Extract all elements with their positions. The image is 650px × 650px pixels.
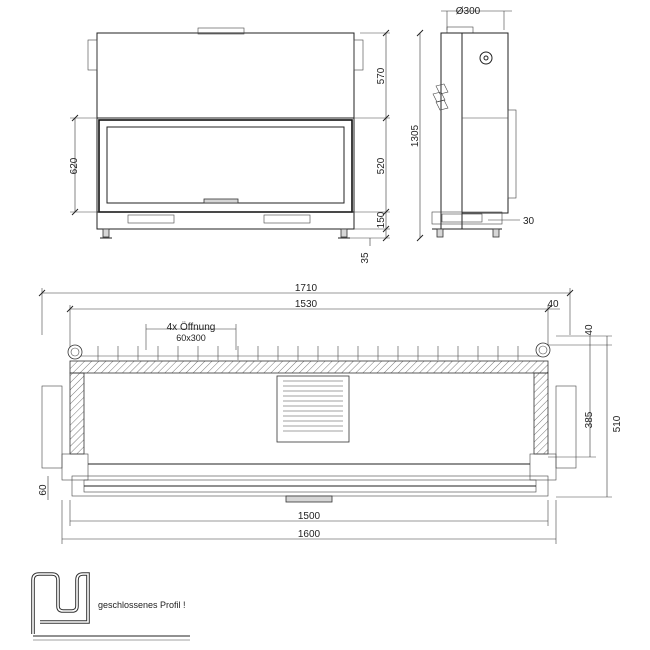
- side-view: [432, 6, 535, 237]
- rear-wall-hatch: [70, 361, 548, 373]
- corner-pipe-left: [68, 345, 82, 359]
- dim-diameter-label: Ø300: [455, 6, 481, 17]
- profile-label: geschlossenes Profil !: [98, 600, 186, 610]
- dim-1600-label: 1600: [297, 529, 321, 540]
- profile-shape: [33, 574, 88, 634]
- dim-1710-label: 1710: [294, 283, 318, 294]
- front-door-handle: [204, 199, 238, 203]
- side-flue-circle: [480, 52, 492, 64]
- right-side-box: [556, 386, 576, 468]
- opening-size-label: 60x300: [176, 333, 206, 343]
- front-foot-left: [103, 229, 109, 237]
- front-glass: [107, 127, 344, 203]
- dim-1530-label: 1530: [294, 299, 318, 310]
- dim-35-label: 35: [360, 252, 371, 264]
- dim-1500-label: 1500: [297, 511, 321, 522]
- dim-1305-label: 1305: [410, 124, 421, 148]
- dim-40-top-label: 40: [547, 299, 559, 310]
- corner-pipe-right: [536, 343, 550, 357]
- profile-detail: [33, 574, 190, 640]
- front-view: [69, 28, 423, 264]
- dim-385-label: 385: [584, 411, 595, 429]
- dim-40-right-label: 40: [584, 324, 595, 336]
- dim-60-label: 60: [38, 484, 49, 496]
- left-side-box: [42, 386, 62, 468]
- plan-handle: [286, 496, 332, 502]
- front-right-panel: [354, 40, 363, 70]
- dim-520-label: 520: [376, 157, 387, 175]
- front-vent-right: [264, 215, 310, 223]
- dim-150-label: 150: [376, 211, 387, 229]
- plan-view: [38, 283, 623, 544]
- dim-510-label: 510: [612, 415, 623, 433]
- dim-30-label: 30: [523, 216, 535, 227]
- dim-570-label: 570: [376, 67, 387, 85]
- front-left-panel: [88, 40, 97, 70]
- right-wall-hatch: [534, 373, 548, 454]
- left-wall-hatch: [70, 373, 84, 454]
- opening-label: 4x Öffnung: [166, 322, 216, 333]
- front-foot-right: [341, 229, 347, 237]
- front-vent-left: [128, 215, 174, 223]
- side-front-section: [441, 33, 462, 229]
- front-door-frame: [99, 120, 352, 212]
- top-pins: [68, 343, 550, 360]
- dim-620-label: 620: [69, 157, 80, 175]
